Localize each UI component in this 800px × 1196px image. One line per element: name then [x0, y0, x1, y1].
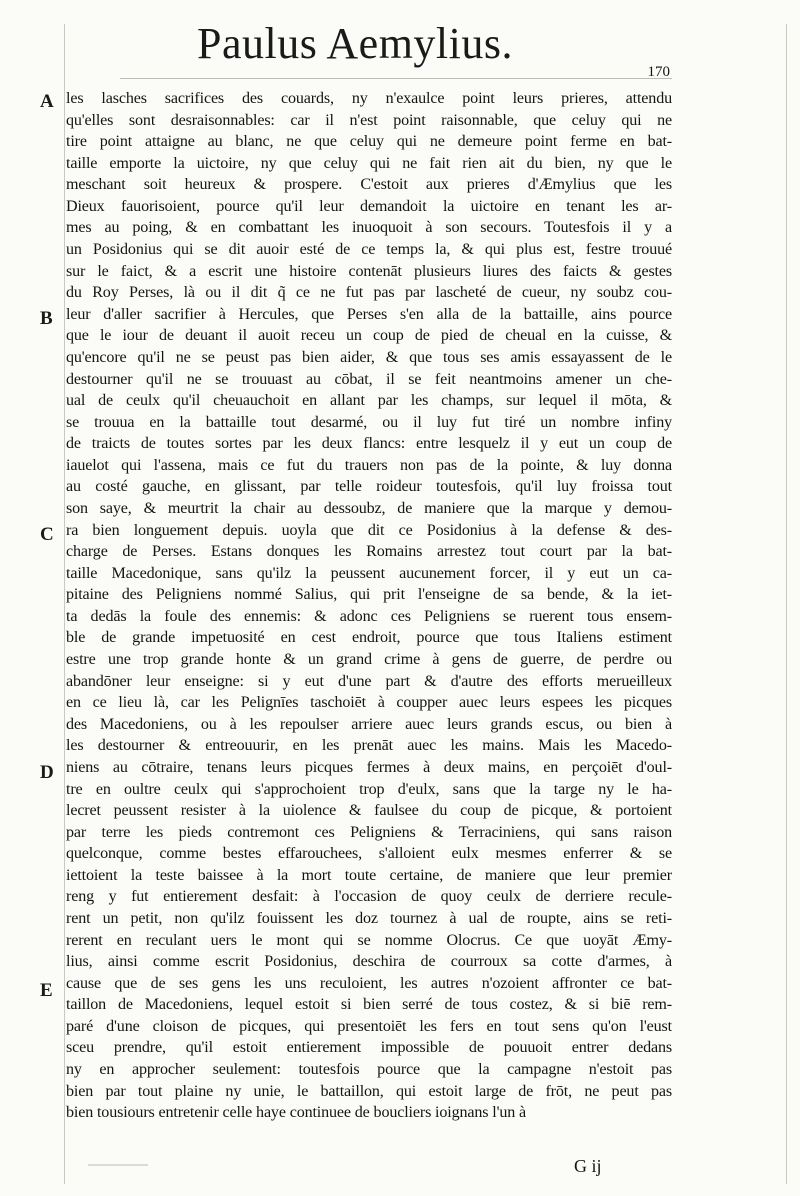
- text-line: pitaine des Peligniens nommé Salius, qui prit l'enseigne de sa bende, & la iet-: [66, 586, 672, 604]
- text-line: bien par tout plaine ny unie, le battaillon, qui estoit large de frōt, ne peut pas: [66, 1082, 672, 1100]
- text-line: les destourner & entreouurir, en les prenāt auec les mains. Mais les Macedo-: [66, 737, 672, 755]
- text-line: leur d'aller sacrifier à Hercules, que Perses s'en alla de la battaille, ains pource: [66, 305, 672, 323]
- text-line: iauelot qui l'assena, mais ce fut du trauers non pas de la pointe, & luy donna: [66, 456, 672, 474]
- text-line: iettoient la teste baissee à la mort toute certaine, de maniere que leur premier: [66, 866, 672, 884]
- text-line: les lasches sacrifices des couards, ny n'exaulce point leurs prieres, attendu: [66, 90, 672, 107]
- text-line: taille emporte la uictoire, ny que celuy qui ne fait rien ait du bien, ny que le: [66, 154, 672, 172]
- text-line: Dieux fauorisoient, pource qu'il leur demandoit la uictoire en tenant les ar-: [66, 197, 672, 215]
- text-line: paré d'une cloison de picques, qui presentoiēt les fers en tout sens qu'on l'eust: [66, 1017, 672, 1035]
- footer-line-icon: [88, 1161, 148, 1169]
- text-line: mes au poing, & en combattant les inuoquoit à son secours. Toutesfois il y a: [66, 219, 672, 237]
- text-line: lius, ainsi comme escrit Posidonius, deschira de courroux sa cotte d'armes, à: [66, 953, 672, 971]
- text-line: rent un petit, non qu'ilz fouissent les doz tournez à ual de roupte, ains se reti-: [66, 909, 672, 927]
- text-line: de traicts de toutes sortes par les deux flancs: entre lesquelz il y eut un coup de: [66, 435, 672, 453]
- text-line: reng y fut entierement desfait: à l'occasion de quoy ceulx de derriere recule-: [66, 888, 672, 906]
- running-title: Paulus Aemylius.: [196, 19, 514, 68]
- text-line: charge de Perses. Estans donques les Romains arrestez tout court par la bat-: [66, 543, 672, 561]
- text-line: taille Macedonique, sans qu'ilz la peussent aucunement forcer, il y eut un ca-: [66, 564, 672, 582]
- text-line: cause que de ses gens les uns reculoient, les autres n'ozoient affronter ce bat-: [66, 974, 672, 992]
- margin-letter-b: B: [40, 308, 53, 329]
- text-line: ny en approcher seulement: toutesfois pource que la campagne n'estoit pas: [66, 1061, 672, 1079]
- text-line: bien tousiours entretenir celle haye continuee de boucliers ioignans l'un à: [66, 1104, 527, 1122]
- text-line: qu'elles sont desraisonnables: car il n'est point raisonnable, que celuy qui ne: [66, 111, 672, 129]
- footer-rule: [88, 1160, 148, 1172]
- header-rule: [120, 78, 672, 79]
- margin-letter-c: C: [40, 524, 54, 545]
- text-line: du Roy Perses, là ou il dit q̃ ce ne fut pas par lascheté de cueur, ny soubz cou-: [66, 284, 672, 302]
- margin-letter-e: E: [40, 980, 53, 1001]
- text-line: en ce lieu là, car les Pelignīes taschoiēt à coupper auec leurs espees les picques: [66, 694, 672, 712]
- text-line: niens au cōtraire, tenans leurs picques fermes à deux mains, en perçoiēt d'oul-: [66, 758, 672, 776]
- text-line: des Macedoniens, ou à les repoulser arriere auec leurs grands escus, ou bien à: [66, 715, 672, 733]
- right-ruling-line: [786, 24, 787, 1184]
- text-line: taillon de Macedoniens, lequel estoit si bien serré de tous costez, & si biē rem-: [66, 996, 672, 1014]
- text-line: quelconque, comme bestes effarouchees, s'alloient eulx mesmes enferrer & se: [66, 845, 672, 863]
- signature-mark: G ij: [574, 1156, 602, 1176]
- text-line: par terre les pieds contremont ces Peligniens & Terraciniens, qui sans raison: [66, 823, 672, 841]
- text-line: au costé gauche, en glissant, par telle roideur toutesfois, qu'il luy froissa tout: [66, 478, 672, 496]
- text-line: tire point attaigne au blanc, ne que celuy qui ne demeure point ferme en bat-: [66, 133, 672, 151]
- body-text: [66, 88, 672, 1124]
- text-line: se trouua en la battaille tout desarmé, ou il luy fut tiré un nombre infiny: [66, 413, 672, 431]
- text-line: meschant soit heureux & prospere. C'estoit aux prieres d'Æmylius que les: [66, 176, 672, 194]
- page-number: 170: [647, 64, 670, 80]
- text-line: son saye, & meurtrit la chair au dessoubz, de maniere que la marque y demou-: [66, 499, 672, 517]
- margin-letter-a: A: [40, 91, 54, 112]
- text-line: tre en oultre ceulx qui s'approchoient trop d'eulx, sans que la targe ny le ha-: [66, 780, 672, 798]
- left-ruling-line: [64, 24, 65, 1184]
- text-line: ual de ceulx qu'il cheuauchoit en allant par les champs, sur lequel il mōta, &: [66, 392, 672, 410]
- text-line: qu'encore qu'il ne se peust pas bien aider, & que tous ses amis essayassent de le: [66, 348, 672, 366]
- text-line: que le iour de deuant il auoit receu un coup de pied de cheual en la cuisse, &: [66, 327, 672, 345]
- text-line: ta dedās la foule des ennemis: & adonc ces Peligniens se ruerent tous ensem-: [66, 607, 672, 625]
- margin-letter-d: D: [40, 762, 54, 783]
- text-line: ble de grande impetuosité en cest endroit, pource que tous Italiens estiment: [66, 629, 672, 647]
- text-line: lecret peussent resister à la uiolence & faulsee du coup de picque, & portoient: [66, 802, 672, 820]
- text-line: destourner qu'il ne se trouuast au cōbat, il se feit neantmoins amener un che-: [66, 370, 672, 388]
- text-line: abandōner leur enseigne: si y eut d'une part & d'autre des efforts merueilleux: [66, 672, 672, 690]
- text-line: rerent en reculant uers le mont qui se nomme Olocrus. Ce que uoyāt Æmy-: [66, 931, 672, 949]
- text-line: estre une trop grande honte & un grand crime à gens de guerre, de perdre ou: [66, 651, 672, 669]
- text-line: ra bien longuement depuis. uoyla que dit ce Posidonius à la defense & des-: [66, 521, 672, 539]
- text-line: sceu prendre, qu'il estoit entierement impossible de pouuoit entrer dedans: [66, 1039, 672, 1057]
- text-line: un Posidonius qui se dit auoir esté de ce temps la, & qui plus est, festre trouué: [66, 241, 672, 259]
- text-line: sur le faict, & a escrit une histoire contenāt plusieurs liures des faicts & gestes: [66, 262, 672, 280]
